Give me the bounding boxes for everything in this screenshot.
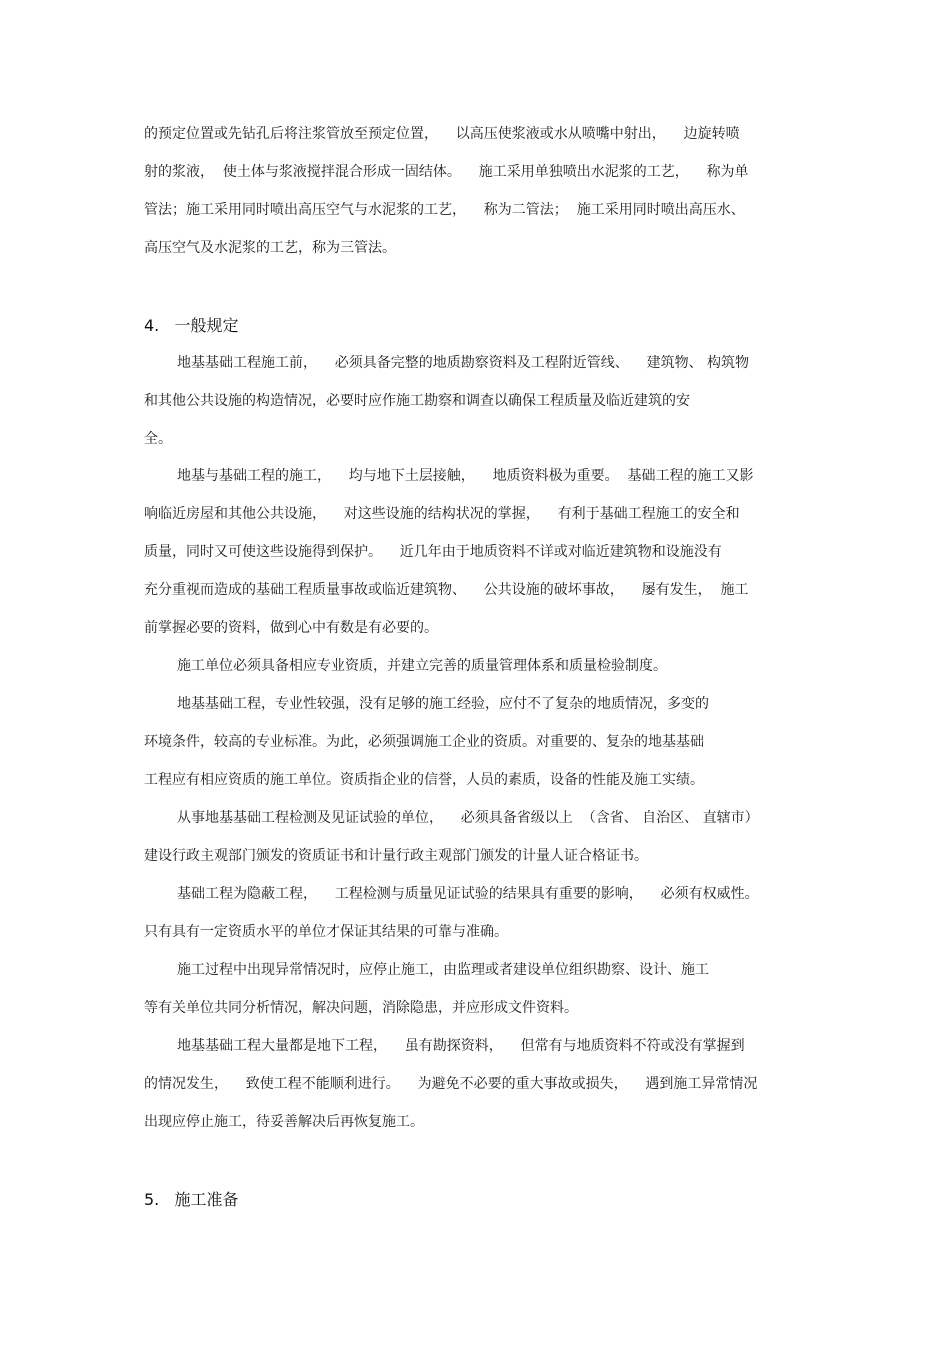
section-heading-construction-preparation: 5. 施工准备 (144, 1190, 239, 1209)
text-line: 地基基础工程大量都是地下工程， 虽有勘探资料， 但常有与地质资料不符或没有掌握到 (177, 1038, 745, 1054)
text-line: 响临近房屋和其他公共设施， 对这些设施的结构状况的掌握， 有利于基础工程施工的安全和 (144, 506, 740, 522)
text-line: 充分重视而造成的基础工程质量事故或临近建筑物、 公共设施的破坏事故， 屡有发生， 施工 (144, 582, 749, 598)
text-line: 等有关单位共同分析情况，解决问题，消除隐患，并应形成文件资料。 (144, 1000, 578, 1016)
text-line: 施工过程中出现异常情况时，应停止施工，由监理或者建设单位组织勘察、设计、施工 (177, 962, 709, 978)
text-line: 环境条件，较高的专业标准。为此，必须强调施工企业的资质。对重要的、复杂的地基基础 (144, 734, 704, 750)
text-line: 的预定位置或先钻孔后将注浆管放至预定位置， 以高压使浆液或水从喷嘴中射出， 边旋转喷 (144, 126, 740, 142)
text-line: 地基与基础工程的施工， 均与地下土层接触， 地质资料极为重要。 基础工程的施工又影 (177, 468, 754, 484)
text-line: 从事地基基础工程检测及见证试验的单位， 必须具备省级以上 （含省、 自治区、 直辖市） (177, 810, 759, 826)
text-line: 建设行政主观部门颁发的资质证书和计量行政主观部门颁发的计量人证合格证书。 (144, 848, 648, 864)
text-line: 和其他公共设施的构造情况，必要时应作施工勘察和调查以确保工程质量及临近建筑的安 (144, 393, 690, 409)
text-line: 高压空气及水泥浆的工艺，称为三管法。 (144, 240, 396, 256)
section-heading-general-rules: 4. 一般规定 (144, 316, 239, 335)
text-line: 质量，同时又可使这些设施得到保护。 近几年由于地质资料不详或对临近建筑物和设施没有 (144, 544, 722, 560)
text-line: 基础工程为隐蔽工程， 工程检测与质量见证试验的结果具有重要的影响， 必须有权威性。 (177, 886, 759, 902)
text-line: 地基基础工程，专业性较强，没有足够的施工经验，应付不了复杂的地质情况，多变的 (177, 696, 709, 712)
text-line: 施工单位必须具备相应专业资质，并建立完善的质量管理体系和质量检验制度。 (177, 658, 667, 674)
text-line: 的情况发生， 致使工程不能顺利进行。 为避免不必要的重大事故或损失， 遇到施工异常情况 (144, 1076, 758, 1092)
text-line: 工程应有相应资质的施工单位。资质指企业的信誉，人员的素质，设备的性能及施工实绩。 (144, 772, 704, 788)
text-line: 只有具有一定资质水平的单位才保证其结果的可靠与准确。 (144, 924, 508, 940)
text-line: 射的浆液， 使土体与浆液搅拌混合形成一固结体。 施工采用单独喷出水泥浆的工艺， 称为单 (144, 164, 749, 180)
text-line: 出现应停止施工，待妥善解决后再恢复施工。 (144, 1114, 424, 1130)
text-line: 全。 (144, 431, 172, 447)
text-line: 管法；施工采用同时喷出高压空气与水泥浆的工艺， 称为二管法； 施工采用同时喷出高压水、 (144, 202, 745, 218)
text-line: 前掌握必要的资料，做到心中有数是有必要的。 (144, 620, 438, 636)
text-line: 地基基础工程施工前， 必须具备完整的地质勘察资料及工程附近管线、 建筑物、 构筑物 (177, 355, 750, 371)
